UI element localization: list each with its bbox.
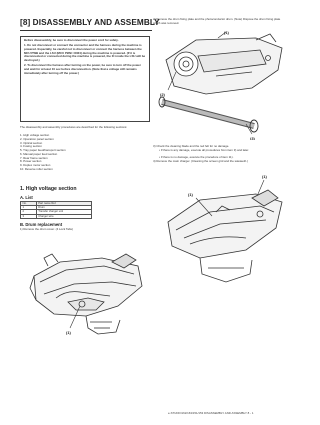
warning-line: 1. Do not disconnect or connect the connector and the harness during the machine is powered. Especially, be careful not to disconnect or connect the harness between the MCU PWB and the LSU (MCU PWB: CN24) during the machine is powered. (If it is disconnected or connected during the machine is powered, the IC inside the LSU will be destroyed.) (24, 43, 146, 63)
table-row (21, 214, 92, 218)
section-item: 4. Fusing section (20, 144, 42, 149)
safety-warning-box (20, 36, 150, 122)
step-text: • If there is any damage, execute all procedures from item 3) and later. (159, 148, 250, 152)
section-item: 9. Duplex motor section (20, 163, 51, 167)
section-item: 8. Power section (20, 159, 42, 164)
title-underline (20, 30, 152, 31)
section-title: [8] DISASSEMBLY AND ASSEMBLY (20, 18, 160, 27)
step-text: • If there is no damage, execute the procedure of item 11). (159, 155, 234, 159)
callout-label: (1) (224, 30, 229, 35)
table-cell: Drum (36, 206, 91, 210)
warning-line: Before disassembly, be sure to disconnect the power cord for safety. (24, 38, 119, 42)
section-item: 6. Manual paper feed section (20, 151, 58, 156)
callout-label: (1) (188, 192, 193, 197)
section-item: 7. Rear frame section (20, 155, 48, 160)
table-header: No. (21, 202, 37, 206)
section-item: 2. Operation panel section (20, 136, 54, 141)
section-item: 10. Reverse roller section (20, 166, 53, 171)
warning-line: 2. To disconnect the harness after turning on the power, be sure to turn off the power and wait for at least 10 sec before disconnection. (Note that a voltage still remains immediately after turning off the power.) (24, 63, 141, 75)
table-cell: 3 (21, 214, 37, 218)
heading-high-voltage: 1. High voltage section (20, 186, 77, 192)
callout-label: (3) (250, 136, 255, 140)
sections-list (20, 134, 120, 172)
section-item: 3. Optical section (20, 140, 43, 145)
main-charger-illustration (156, 172, 288, 292)
step-text: 1) Remove the drum cover. (4 Lock Tabs) (20, 227, 73, 231)
table-header: Part name Ref. (36, 202, 91, 206)
page-footer: e-STUDIO162/163/151/153 DISASSEMBLY AND ASSEMBLY 8 - 1 (168, 411, 254, 415)
subheading-list: A. List (20, 195, 33, 200)
callout-label: (2) (160, 92, 165, 97)
parts-table (20, 201, 92, 219)
callout-label: (1) (262, 174, 267, 179)
step-text: 3) Check the cleaning blade and the red felt for no damage. (153, 144, 230, 148)
table-cell: Transfer charger unit (36, 210, 91, 214)
table-cell: 1 (21, 206, 37, 210)
step-text: 2) Remove the drum fixing plate and the photoconductor drum. (Note) Dispose the drum fixing plate which was removed. (153, 17, 281, 25)
callout-label: (1) (66, 330, 71, 335)
section-item: 1. High voltage section (20, 133, 50, 137)
section-item: 5. Tray paper feed/transport section (20, 148, 66, 152)
table-cell: 2 (21, 210, 37, 214)
step-text: 4) Remove the main charger. (Cleaning the screen grid and the sawteeth.) (153, 159, 248, 163)
drum-cover-illustration (26, 236, 148, 354)
drum-plate-illustration (156, 30, 288, 140)
table-cell: Charger wire (36, 214, 91, 218)
subheading-drum-replacement: B. Drum replacement (20, 222, 63, 227)
intro-text: The disassembly and assembly procedures are described for the following sections: (20, 125, 128, 129)
